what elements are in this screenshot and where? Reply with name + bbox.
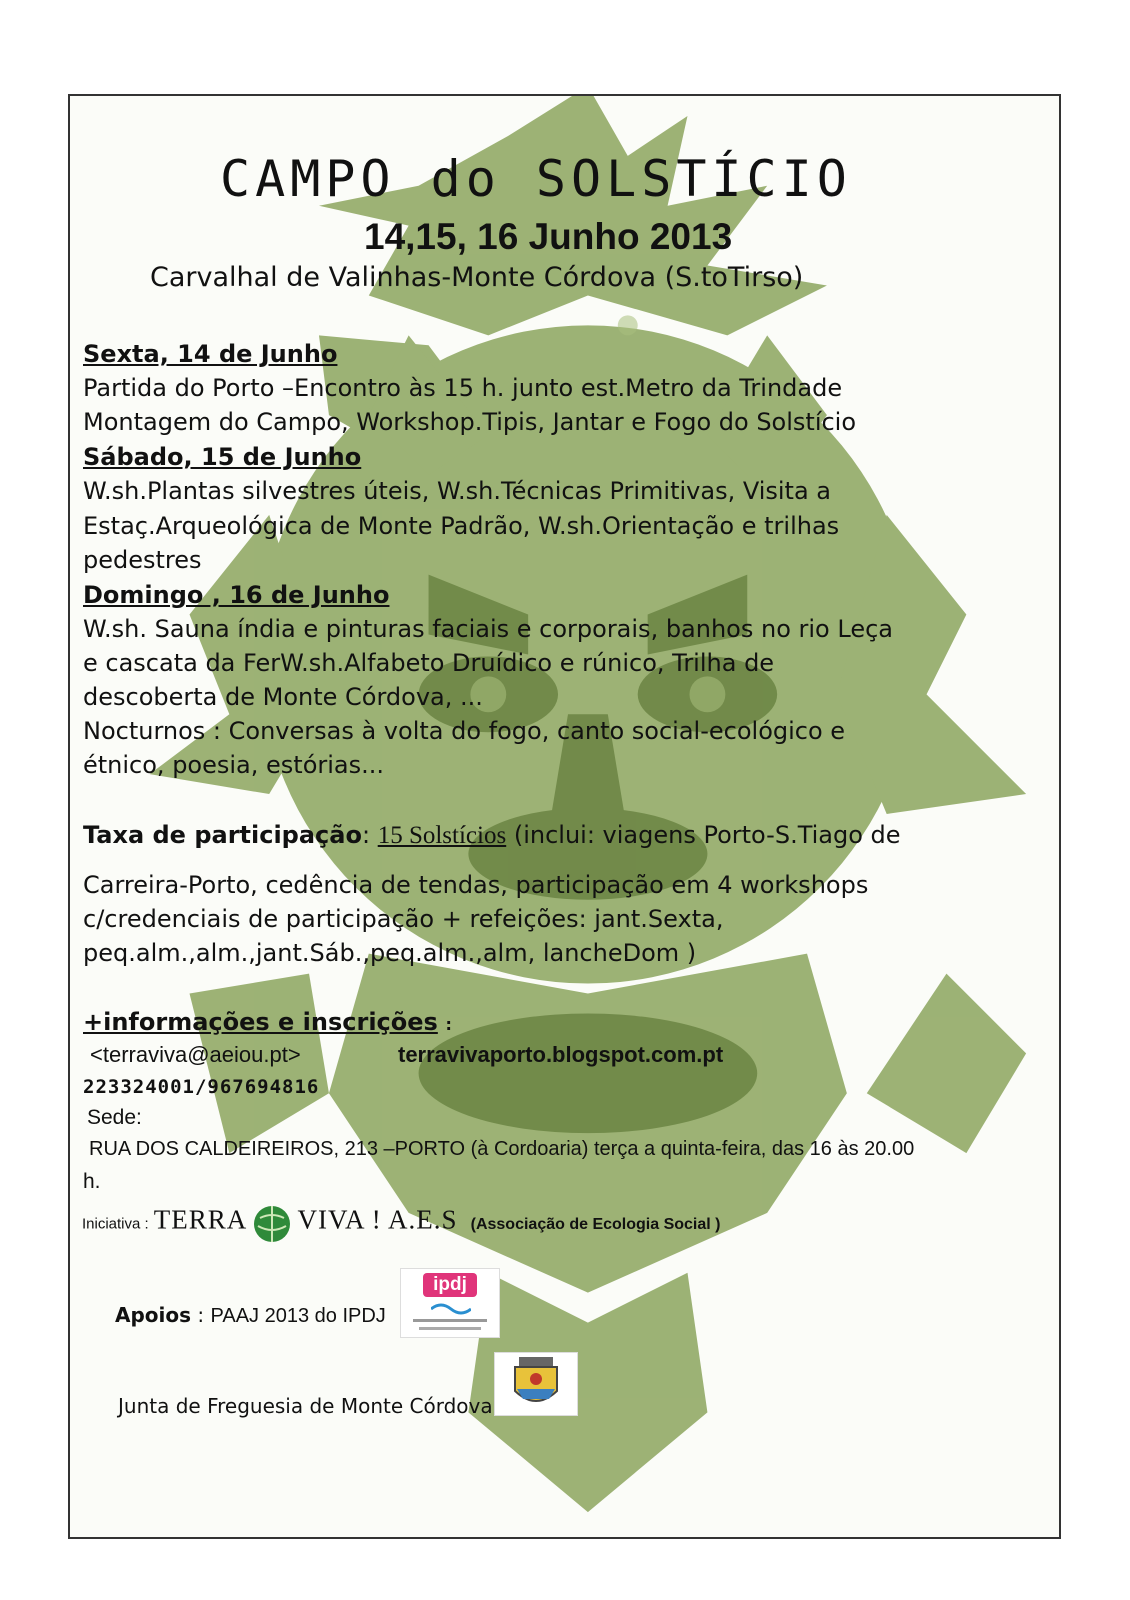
ipdj-wave-icon: [431, 1301, 471, 1315]
support-text: PAAJ 2013 do IPDJ: [210, 1305, 386, 1327]
phone-numbers: 223324001/967694816: [83, 1076, 320, 1098]
fee-line: peq.alm.,alm.,jant.Sáb.,peq.alm.,alm, lancheDom ): [83, 939, 697, 967]
address-line: h.: [83, 1170, 101, 1193]
sunday-line: W.sh. Sauna índia e pinturas faciais e corporais, banhos no rio Leça: [83, 615, 893, 643]
junta-text: Junta de Freguesia de Monte Córdova: [118, 1394, 493, 1418]
saturday-line: W.sh.Plantas silvestres úteis, W.sh.Técnicas Primitivas, Visita a: [83, 477, 832, 505]
fee-amount: 15 Solstícios: [377, 822, 507, 849]
initiative-line: [82, 1204, 720, 1244]
sede-label: Sede:: [87, 1106, 142, 1129]
fee-line: [83, 821, 901, 850]
junta-coat-of-arms: [494, 1352, 578, 1416]
saturday-line: pedestres: [83, 546, 202, 574]
info-heading-text: +informações e inscrições: [83, 1008, 438, 1036]
saturday-heading: Sábado, 15 de Junho: [83, 443, 362, 471]
event-dates: 14,15, 16 Junho 2013: [364, 216, 733, 257]
page-title: CAMPO do SOLSTÍCIO: [220, 150, 852, 208]
friday-line: Partida do Porto –Encontro às 15 h. junto est.Metro da Trindade: [83, 374, 843, 402]
saturday-line: Estaç.Arqueológica de Monte Padrão, W.sh.Orientação e trilhas: [83, 512, 840, 540]
ipdj-logo: [400, 1268, 500, 1338]
poster-frame: [68, 94, 1061, 1539]
night-line: étnico, poesia, estórias...: [83, 751, 385, 779]
fee-label: Taxa de participação: [83, 821, 362, 849]
email-link[interactable]: <terraviva@aeiou.pt>: [90, 1042, 301, 1067]
support-colon: :: [197, 1303, 205, 1327]
initiative-label: Iniciativa :: [82, 1215, 149, 1233]
blog-link[interactable]: terravivaporto.blogspot.com.pt: [398, 1042, 724, 1067]
night-line: Nocturnos : Conversas à volta do fogo, canto social-ecológico e: [83, 717, 846, 745]
info-heading-colon: :: [445, 1015, 452, 1034]
org-full-name: (Associação de Ecologia Social ): [470, 1215, 721, 1233]
support-label: Apoios: [115, 1303, 192, 1327]
fee-line: c/credenciais de participação + refeições: jant.Sexta,: [83, 905, 724, 933]
org-name-part1: TERRA: [153, 1204, 248, 1235]
fee-details: (inclui: viagens Porto-S.Tiago de: [513, 821, 901, 849]
coat-of-arms-icon: [495, 1353, 577, 1415]
org-name-part2: VIVA ! A.E.S: [297, 1204, 458, 1235]
globe-logo-icon: [252, 1204, 292, 1244]
sunday-heading: Domingo , 16 de Junho: [83, 581, 390, 609]
info-heading: [83, 1008, 452, 1036]
sunday-line: descoberta de Monte Córdova, ...: [83, 683, 483, 711]
fee-line: Carreira-Porto, cedência de tendas, participação em 4 workshops: [83, 871, 869, 899]
event-location: Carvalhal de Valinhas-Monte Córdova (S.toTirso): [150, 262, 804, 293]
fee-colon: :: [361, 821, 371, 849]
address-line: RUA DOS CALDEIREIROS, 213 –PORTO (à Cordoaria) terça a quinta-feira, das 16 às 20.00: [89, 1138, 915, 1160]
ipdj-logo-mark: ipdj: [423, 1273, 477, 1297]
sunday-line: e cascata da FerW.sh.Alfabeto Druídico e rúnico, Trilha de: [83, 649, 775, 677]
support-line: [115, 1303, 386, 1328]
friday-line: Montagem do Campo, Workshop.Tipis, Jantar e Fogo do Solstício: [83, 408, 857, 436]
friday-heading: Sexta, 14 de Junho: [83, 340, 338, 368]
